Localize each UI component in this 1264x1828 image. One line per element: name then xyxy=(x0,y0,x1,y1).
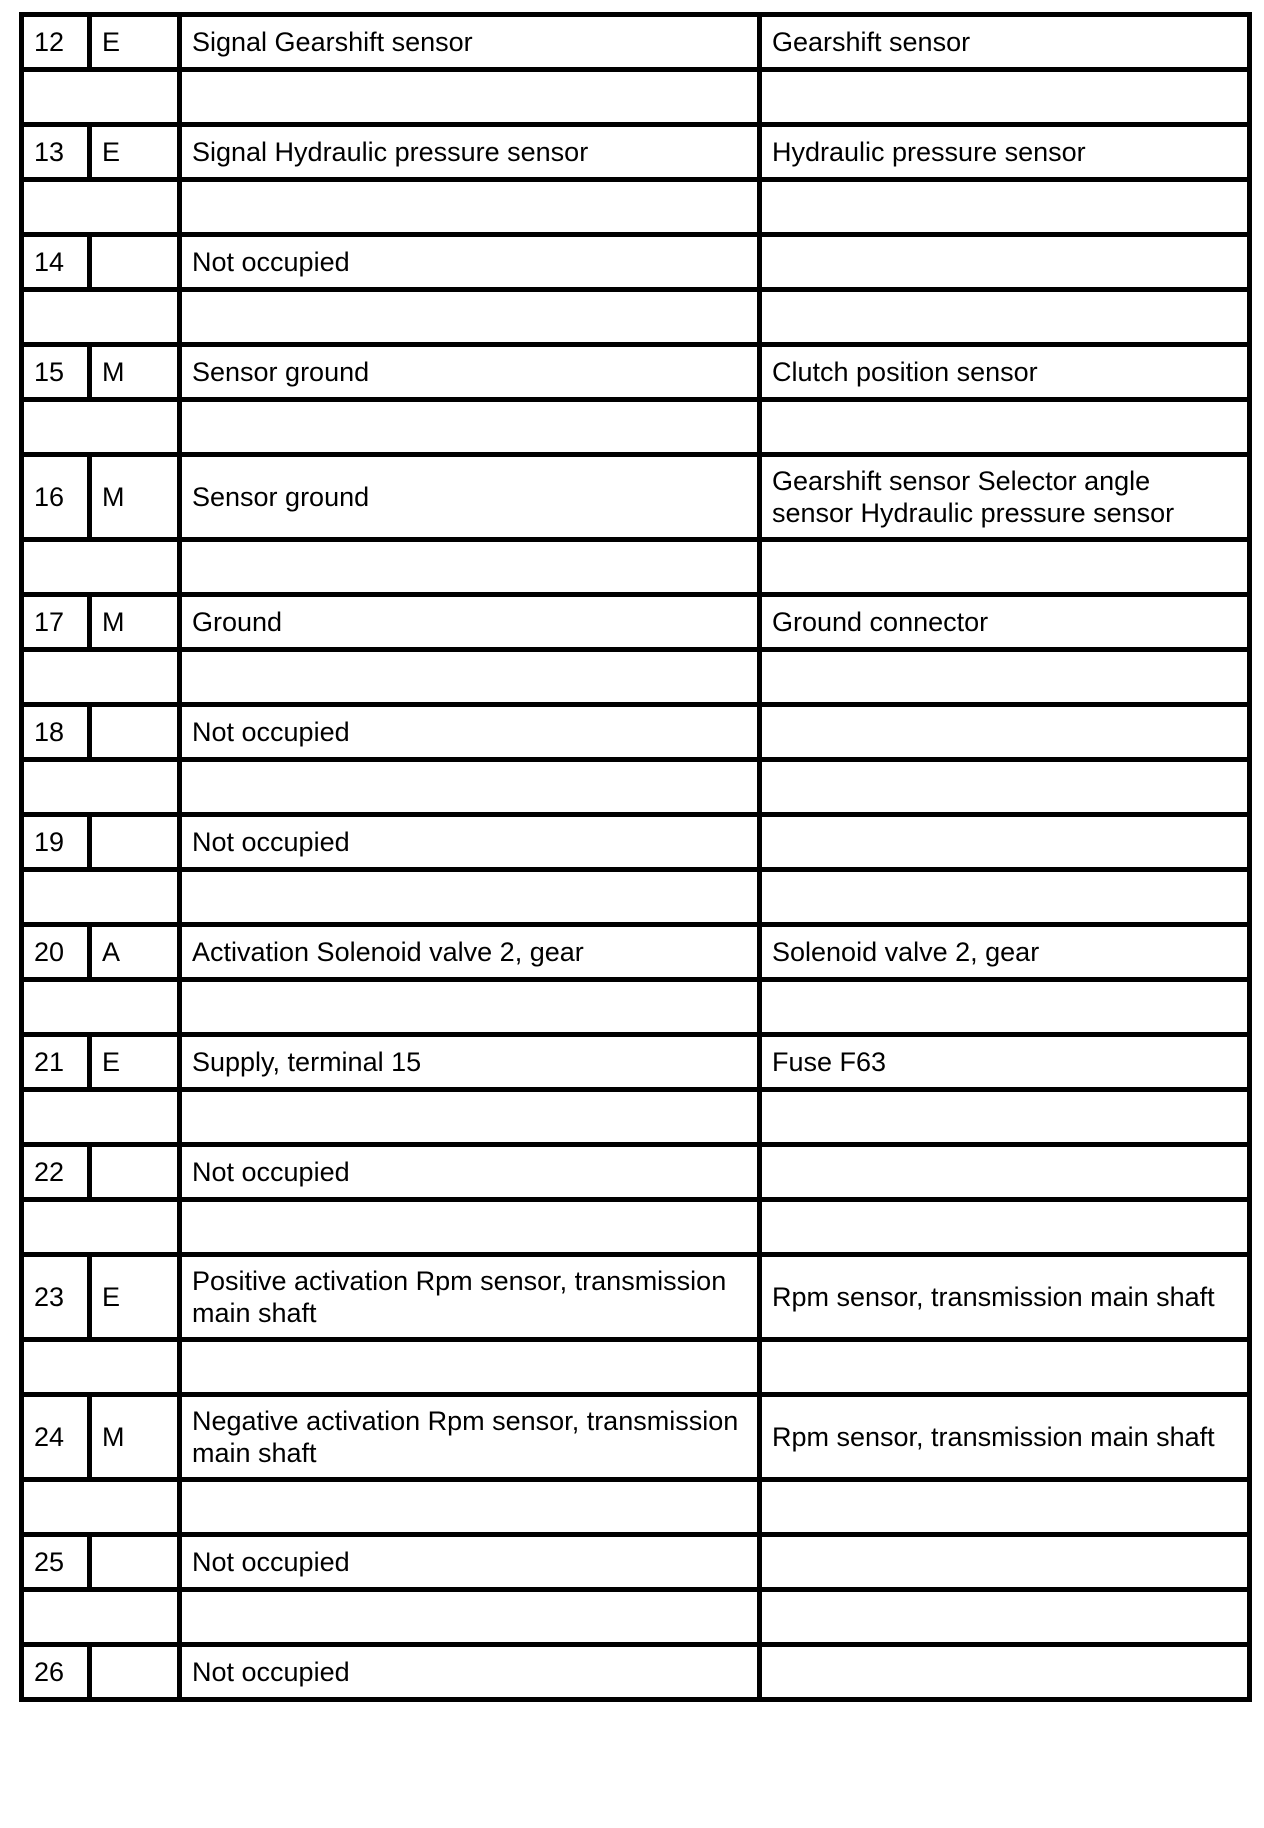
spacer-row xyxy=(22,180,1250,235)
spacer-row xyxy=(22,70,1250,125)
empty-cell xyxy=(22,870,180,925)
pin-assignment-table xyxy=(19,12,1252,1702)
component-cell: Ground connector xyxy=(760,595,1250,650)
component-cell: Clutch position sensor xyxy=(760,345,1250,400)
signal-type-cell xyxy=(90,1535,180,1590)
component-cell: Gearshift sensor Selector angle sensor Hydraulic pressure sensor xyxy=(760,455,1250,540)
signal-type-cell xyxy=(90,235,180,290)
pin-number-cell: 20 xyxy=(22,925,90,980)
component-cell xyxy=(760,1535,1250,1590)
description-cell: Not occupied xyxy=(180,815,760,870)
empty-cell xyxy=(180,290,760,345)
signal-type-cell xyxy=(90,1645,180,1700)
spacer-row xyxy=(22,760,1250,815)
empty-cell xyxy=(22,1590,180,1645)
empty-cell xyxy=(180,70,760,125)
table-row xyxy=(22,595,1250,650)
empty-cell xyxy=(760,400,1250,455)
empty-cell xyxy=(180,400,760,455)
empty-cell xyxy=(22,290,180,345)
pin-number-cell: 26 xyxy=(22,1645,90,1700)
table-row xyxy=(22,235,1250,290)
spacer-row xyxy=(22,1090,1250,1145)
signal-type-cell xyxy=(90,815,180,870)
description-cell: Negative activation Rpm sensor, transmission main shaft xyxy=(180,1395,760,1480)
table-row xyxy=(22,345,1250,400)
signal-type-cell: E xyxy=(90,15,180,70)
empty-cell xyxy=(760,650,1250,705)
pin-number-cell: 12 xyxy=(22,15,90,70)
empty-cell xyxy=(22,1340,180,1395)
signal-type-cell: E xyxy=(90,1255,180,1340)
description-cell: Not occupied xyxy=(180,1145,760,1200)
empty-cell xyxy=(760,70,1250,125)
pin-number-cell: 13 xyxy=(22,125,90,180)
empty-cell xyxy=(22,180,180,235)
pin-number-cell: 22 xyxy=(22,1145,90,1200)
empty-cell xyxy=(180,1200,760,1255)
empty-cell xyxy=(22,540,180,595)
signal-type-cell xyxy=(90,1145,180,1200)
empty-cell xyxy=(760,540,1250,595)
empty-cell xyxy=(180,1480,760,1535)
empty-cell xyxy=(180,650,760,705)
spacer-row xyxy=(22,650,1250,705)
signal-type-cell: A xyxy=(90,925,180,980)
pin-number-cell: 18 xyxy=(22,705,90,760)
description-cell: Not occupied xyxy=(180,1645,760,1700)
description-cell: Sensor ground xyxy=(180,345,760,400)
spacer-row xyxy=(22,290,1250,345)
empty-cell xyxy=(760,870,1250,925)
signal-type-cell xyxy=(90,705,180,760)
spacer-row xyxy=(22,1340,1250,1395)
component-cell: Solenoid valve 2, gear xyxy=(760,925,1250,980)
spacer-row xyxy=(22,540,1250,595)
pin-number-cell: 25 xyxy=(22,1535,90,1590)
table-row xyxy=(22,925,1250,980)
empty-cell xyxy=(760,290,1250,345)
empty-cell xyxy=(22,980,180,1035)
component-cell xyxy=(760,815,1250,870)
component-cell: Hydraulic pressure sensor xyxy=(760,125,1250,180)
table-row xyxy=(22,1145,1250,1200)
pin-number-cell: 23 xyxy=(22,1255,90,1340)
empty-cell xyxy=(760,1480,1250,1535)
empty-cell xyxy=(180,1340,760,1395)
spacer-row xyxy=(22,1200,1250,1255)
empty-cell xyxy=(760,1340,1250,1395)
description-cell: Sensor ground xyxy=(180,455,760,540)
table-row xyxy=(22,1395,1250,1480)
pin-number-cell: 14 xyxy=(22,235,90,290)
signal-type-cell: M xyxy=(90,455,180,540)
empty-cell xyxy=(760,1590,1250,1645)
empty-cell xyxy=(760,1200,1250,1255)
description-cell: Ground xyxy=(180,595,760,650)
table-row xyxy=(22,705,1250,760)
component-cell xyxy=(760,235,1250,290)
empty-cell xyxy=(180,760,760,815)
component-cell: Rpm sensor, transmission main shaft xyxy=(760,1255,1250,1340)
pin-number-cell: 19 xyxy=(22,815,90,870)
table-row xyxy=(22,15,1250,70)
component-cell: Rpm sensor, transmission main shaft xyxy=(760,1395,1250,1480)
table-row xyxy=(22,1535,1250,1590)
empty-cell xyxy=(180,1590,760,1645)
description-cell: Not occupied xyxy=(180,235,760,290)
signal-type-cell: M xyxy=(90,595,180,650)
empty-cell xyxy=(760,180,1250,235)
component-cell xyxy=(760,1645,1250,1700)
empty-cell xyxy=(760,760,1250,815)
empty-cell xyxy=(22,1200,180,1255)
empty-cell xyxy=(22,650,180,705)
signal-type-cell: E xyxy=(90,1035,180,1090)
empty-cell xyxy=(180,1090,760,1145)
empty-cell xyxy=(22,760,180,815)
spacer-row xyxy=(22,1590,1250,1645)
component-cell xyxy=(760,1145,1250,1200)
spacer-row xyxy=(22,980,1250,1035)
empty-cell xyxy=(22,1480,180,1535)
component-cell xyxy=(760,705,1250,760)
empty-cell xyxy=(22,1090,180,1145)
spacer-row xyxy=(22,400,1250,455)
table-row xyxy=(22,1645,1250,1700)
description-cell: Not occupied xyxy=(180,705,760,760)
spacer-row xyxy=(22,1480,1250,1535)
signal-type-cell: E xyxy=(90,125,180,180)
component-cell: Gearshift sensor xyxy=(760,15,1250,70)
empty-cell xyxy=(22,70,180,125)
description-cell: Signal Gearshift sensor xyxy=(180,15,760,70)
signal-type-cell: M xyxy=(90,345,180,400)
pin-number-cell: 24 xyxy=(22,1395,90,1480)
empty-cell xyxy=(180,180,760,235)
empty-cell xyxy=(180,540,760,595)
description-cell: Signal Hydraulic pressure sensor xyxy=(180,125,760,180)
pin-number-cell: 16 xyxy=(22,455,90,540)
table-row xyxy=(22,125,1250,180)
signal-type-cell: M xyxy=(90,1395,180,1480)
description-cell: Supply, terminal 15 xyxy=(180,1035,760,1090)
table-row xyxy=(22,1255,1250,1340)
empty-cell xyxy=(760,980,1250,1035)
pin-number-cell: 17 xyxy=(22,595,90,650)
description-cell: Activation Solenoid valve 2, gear xyxy=(180,925,760,980)
description-cell: Positive activation Rpm sensor, transmission main shaft xyxy=(180,1255,760,1340)
pin-number-cell: 21 xyxy=(22,1035,90,1090)
spacer-row xyxy=(22,870,1250,925)
description-cell: Not occupied xyxy=(180,1535,760,1590)
empty-cell xyxy=(180,980,760,1035)
empty-cell xyxy=(760,1090,1250,1145)
table-row xyxy=(22,455,1250,540)
empty-cell xyxy=(180,870,760,925)
empty-cell xyxy=(22,400,180,455)
component-cell: Fuse F63 xyxy=(760,1035,1250,1090)
table-row xyxy=(22,815,1250,870)
table-row xyxy=(22,1035,1250,1090)
pin-number-cell: 15 xyxy=(22,345,90,400)
